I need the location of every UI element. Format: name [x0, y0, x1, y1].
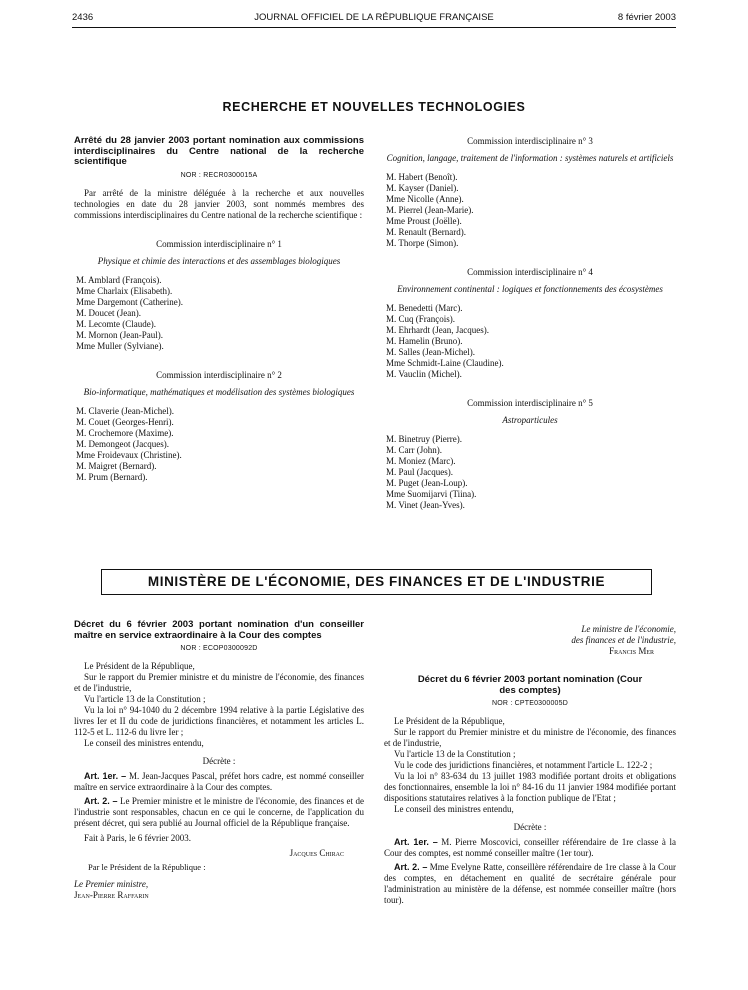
decret2-nor: NOR : CPTE0300005D	[492, 700, 568, 707]
member: Mme Proust (Joëlle).	[386, 216, 462, 226]
member: Mme Muller (Sylviane).	[76, 340, 164, 351]
minister-title-2: des finances et de l'industrie,	[571, 635, 676, 645]
member: Mme Suomijarvi (Tiina).	[386, 489, 477, 499]
arrete-intro: Par arrêté de la ministre déléguée à la recherche et aux nouvelles technologies en date du 28 janvier 2003, sont nommés membres des commissions interdisciplinaires du Centre national de la recherche scientifique :	[74, 187, 364, 220]
section-title-recherche: RECHERCHE ET NOUVELLES TECHNOLOGIES	[222, 100, 526, 114]
member: Mme Dargemont (Catherine).	[76, 296, 184, 307]
decret2-article-1	[384, 837, 676, 859]
decret1-signature: Jacques Chirac	[289, 848, 344, 858]
arrete-title: Arrêté du 28 janvier 2003 portant nomination aux commissions interdisciplinaires du Centre national de la recherche scientifique	[74, 135, 364, 167]
member: M. Renault (Bernard).	[386, 227, 466, 237]
commission-3-title: Commission interdisciplinaire n° 3	[467, 136, 593, 146]
section2-left-column	[74, 620, 364, 901]
member: M. Kayser (Daniel).	[386, 183, 459, 193]
decret1-pm-title: Le Premier ministre,	[74, 879, 149, 889]
member: M. Amblard (François).	[76, 274, 162, 285]
member: M. Prum (Bernard).	[76, 471, 148, 482]
article-text: M. Pierre Moscovici, conseiller référendaire de 1re classe à la Cour des comptes, est nommé conseiller maître (1er tour).	[384, 837, 676, 858]
commission-1-title: Commission interdisciplinaire n° 1	[156, 238, 282, 249]
article-label: Art. 1er. –	[394, 837, 438, 847]
member: M. Demongeot (Jacques).	[76, 438, 169, 449]
commission-5-subtitle: Astroparticules	[502, 415, 558, 425]
section-title-box-economie	[101, 569, 652, 595]
member: M. Claverie (Jean-Michel).	[76, 405, 174, 416]
minister-title-1: Le ministre de l'économie,	[581, 624, 676, 634]
commission-4-subtitle: Environnement continental : logiques et fonctionnements des écosystèmes	[397, 284, 663, 294]
decret2-para: Le conseil des ministres entendu,	[394, 804, 514, 814]
decret1-article-1	[74, 771, 364, 793]
section-title-economie: MINISTÈRE DE L'ÉCONOMIE, DES FINANCES ET DE L'INDUSTRIE	[147, 574, 606, 589]
issue-date: 8 février 2003	[617, 12, 676, 23]
member: M. Maigret (Bernard).	[76, 460, 157, 471]
decret1-article-2	[74, 796, 364, 829]
member: Mme Schmidt-Laine (Claudine).	[386, 358, 504, 368]
decret1-title: Décret du 6 février 2003 portant nomination d'un conseiller maître en service extraordinaire à la Cour des comptes	[74, 619, 364, 641]
commission-2-members	[74, 406, 364, 483]
commission-3-members	[384, 172, 676, 249]
member: M. Lecomte (Claude).	[76, 318, 156, 329]
decret2-para: Vu le code des juridictions financières, et notamment l'article L. 122-2 ;	[394, 760, 653, 770]
header-rule	[72, 27, 676, 28]
member: M. Salles (Jean-Michel).	[386, 347, 475, 357]
decret2-para: Sur le rapport du Premier ministre et du ministre de l'économie, des finances et de l'industrie,	[384, 727, 676, 748]
commission-4-title: Commission interdisciplinaire n° 4	[467, 267, 593, 277]
decret1-nor: NOR : ECOP0300092D	[180, 645, 258, 652]
commission-5-members	[384, 434, 676, 511]
member: M. Pierrel (Jean-Marie).	[386, 205, 474, 215]
member: M. Mornon (Jean-Paul).	[76, 329, 163, 340]
article-label: Art. 2. –	[394, 862, 428, 872]
member: Mme Froidevaux (Christine).	[76, 449, 182, 460]
member: M. Crochemore (Maxime).	[76, 427, 174, 438]
decret1-fait: Fait à Paris, le 6 février 2003.	[84, 833, 191, 843]
journal-title: JOURNAL OFFICIEL DE LA RÉPUBLIQUE FRANÇAISE	[254, 12, 494, 23]
article-text: M. Jean-Jacques Pascal, préfet hors cadre, est nommé conseiller maître en service extraordinaire à la Cour des comptes.	[74, 771, 364, 792]
article-label: Art. 1er. –	[84, 771, 127, 781]
member: Mme Charlaix (Elisabeth).	[76, 285, 173, 296]
member: M. Moniez (Marc).	[386, 456, 456, 466]
member: M. Thorpe (Simon).	[386, 238, 459, 248]
arrete-nor: NOR : RECR0300015A	[180, 171, 258, 179]
member: M. Puget (Jean-Loup).	[386, 478, 468, 488]
member: M. Benedetti (Marc).	[386, 303, 463, 313]
member: M. Vinet (Jean-Yves).	[386, 500, 465, 510]
decret2-title: Décret du 6 février 2003 portant nomination (Cour des comptes)	[417, 674, 643, 696]
decret2-para: Vu la loi n° 83-634 du 13 juillet 1983 modifiée portant droits et obligations des fonctionnaires, ensemble la loi n° 84-16 du 11 janvier 1984 modifiée portant dispositions statutaires relatives à la fonction publique de l'Etat ;	[384, 771, 676, 803]
member: M. Doucet (Jean).	[76, 307, 141, 318]
commission-4-members	[384, 303, 676, 380]
member: M. Cuq (François).	[386, 314, 455, 324]
decret1-para: Sur le rapport du Premier ministre et du ministre de l'économie, des finances et de l'industrie,	[74, 672, 364, 693]
section2-right-column	[384, 624, 676, 906]
decret1-para: Vu l'article 13 de la Constitution ;	[84, 694, 206, 704]
decret1-para: Le Président de la République,	[84, 661, 195, 671]
decret1-para: Vu la loi n° 94-1040 du 2 décembre 1994 relative à la partie Législative des livres Ier et II du code de juridictions financières, et notamment les articles L. 112-5 et L. 112-6 du livre Ier ;	[74, 705, 364, 737]
decret2-para: Le Président de la République,	[394, 716, 505, 726]
member: M. Paul (Jacques).	[386, 467, 453, 477]
section1-left-column	[74, 136, 364, 483]
page-number: 2436	[72, 12, 94, 23]
minister-name: Francis Mer	[609, 646, 654, 656]
decret2-decrete: Décrète :	[513, 822, 547, 832]
decret1-pm-name: Jean-Pierre Raffarin	[74, 890, 149, 900]
article-text: Mme Evelyne Ratte, conseillère référendaire de 1re classe à la Cour des comptes, en détachement en qualité de secrétaire générale pour l'administration au ministère de la défense, est nommée conseiller maître (hors tour).	[384, 862, 677, 905]
commission-1-subtitle: Physique et chimie des interactions et des assemblages biologiques	[97, 255, 341, 266]
commission-2-subtitle: Bio-informatique, mathématiques et modélisation des systèmes biologiques	[83, 386, 355, 397]
member: M. Couet (Georges-Henri).	[76, 416, 174, 427]
article-text: Le Premier ministre et le ministre de l'économie, des finances et de l'industrie sont responsables, chacun en ce qui le concerne, de l'application du présent décret, qui sera publié au Journal officiel de la République française.	[74, 796, 364, 828]
commission-3-subtitle: Cognition, langage, traitement de l'information : systèmes naturels et artificiels	[386, 153, 674, 163]
commission-5-title: Commission interdisciplinaire n° 5	[467, 398, 593, 408]
article-label: Art. 2. –	[84, 796, 118, 806]
decret2-para: Vu l'article 13 de la Constitution ;	[394, 749, 516, 759]
member: M. Carr (John).	[386, 445, 442, 455]
member: M. Binetruy (Pierre).	[386, 434, 462, 444]
section1-right-column	[384, 136, 676, 511]
commission-1-members	[74, 275, 364, 352]
decret1-decrete: Décrète :	[202, 756, 236, 766]
decret1-para: Le conseil des ministres entendu,	[84, 738, 204, 748]
commission-2-title: Commission interdisciplinaire n° 2	[156, 369, 282, 380]
member: M. Vauclin (Michel).	[386, 369, 462, 379]
member: M. Hamelin (Bruno).	[386, 336, 463, 346]
decret1-par-le-president: Par le Président de la République :	[88, 862, 206, 872]
member: M. Ehrhardt (Jean, Jacques).	[386, 325, 489, 335]
decret2-article-2	[384, 862, 676, 906]
member: Mme Nicolle (Anne).	[386, 194, 464, 204]
member: M. Habert (Benoît).	[386, 172, 458, 182]
